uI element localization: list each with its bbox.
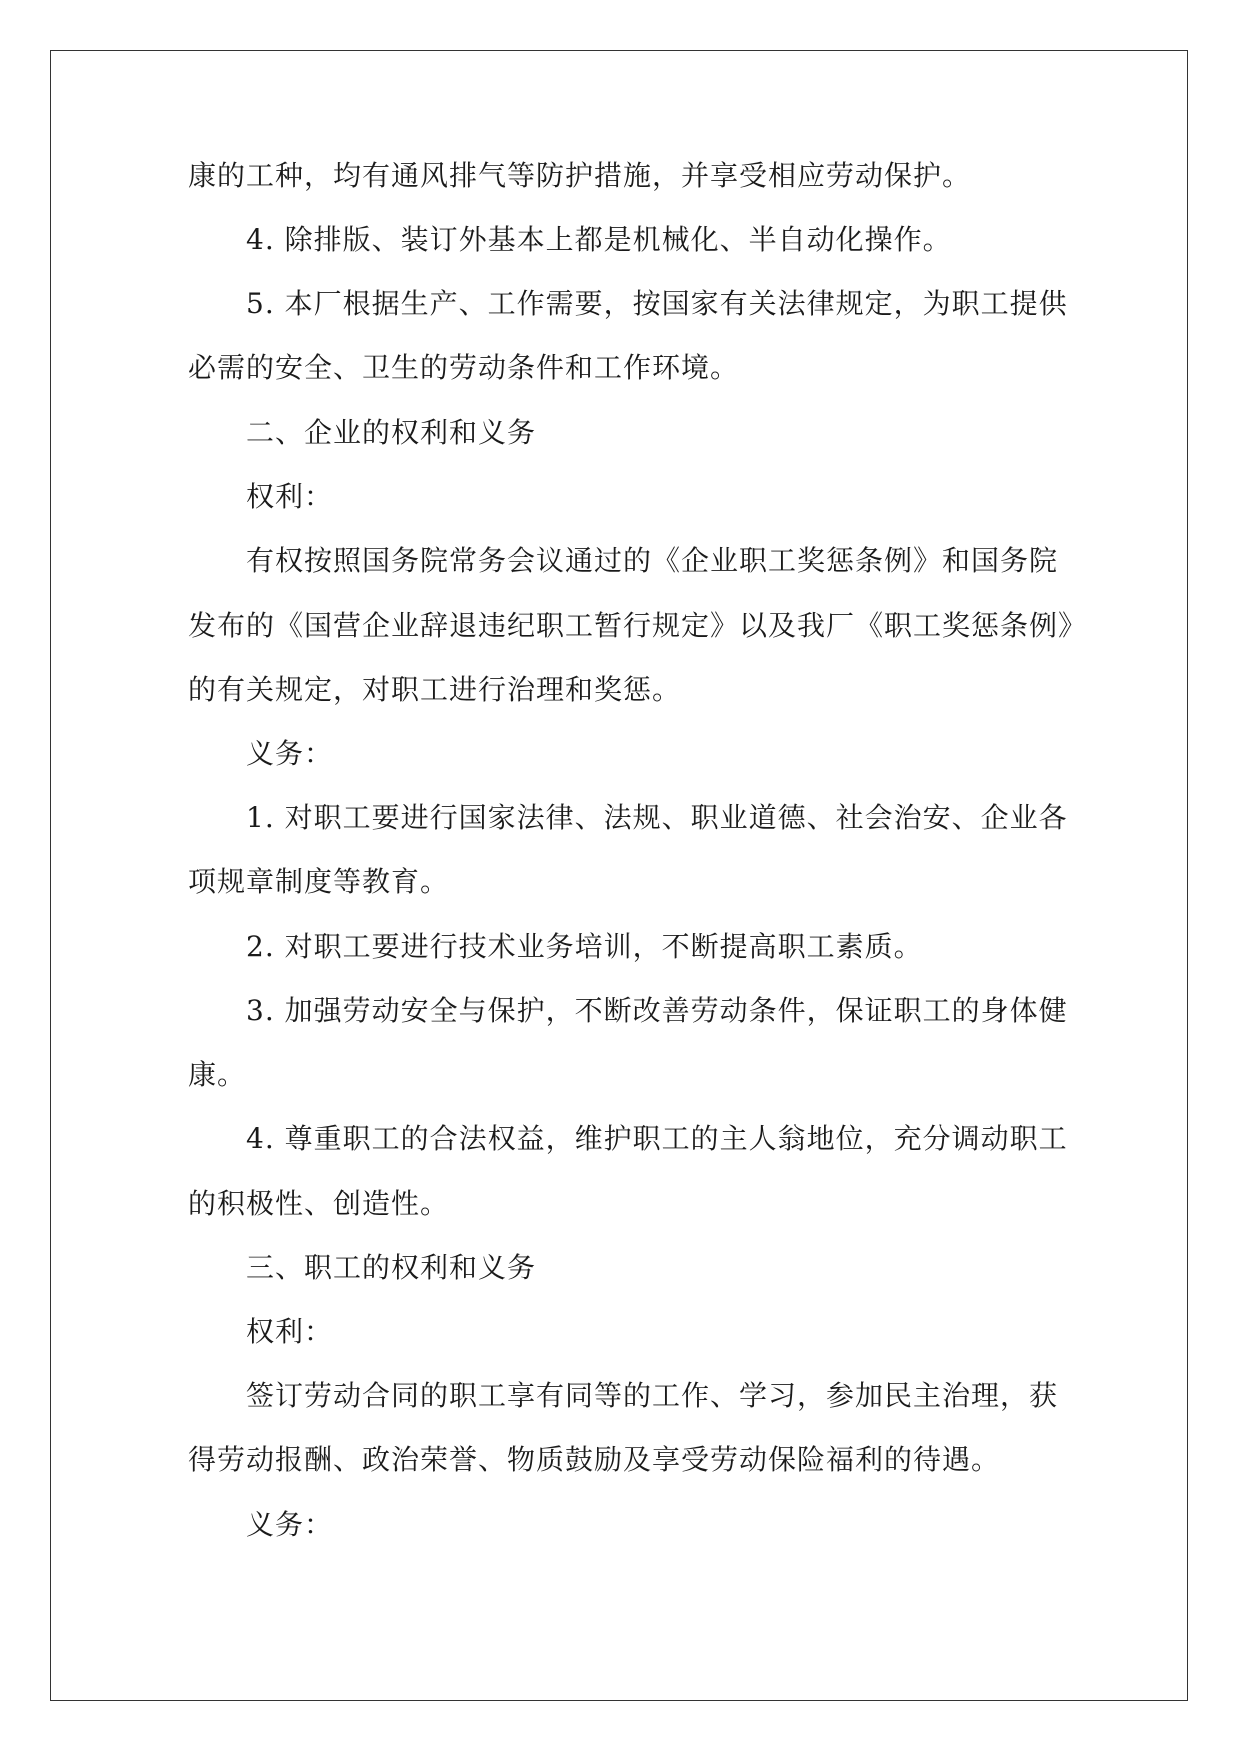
text-line: 签订劳动合同的职工享有同等的工作、学习，参加民主治理，获 <box>246 1379 1059 1412</box>
subheading-duties: 义务： <box>246 737 334 770</box>
subheading-rights: 权利： <box>246 480 334 513</box>
subheading-duties: 义务： <box>246 1508 334 1541</box>
text-line: 2. 对职工要进行技术业务培训，不断提高职工素质。 <box>246 930 923 963</box>
text-line: 有权按照国务院常务会议通过的《企业职工奖惩条例》和国务院 <box>246 544 1059 577</box>
text-line: 的有关规定，对职工进行治理和奖惩。 <box>188 673 682 706</box>
text-line: 4. 除排版、装订外基本上都是机械化、半自动化操作。 <box>246 223 952 256</box>
text-line: 发布的《国营企业辞退违纪职工暂行规定》以及我厂《职工奖惩条例》 <box>188 609 1088 642</box>
text-line: 得劳动报酬、政治荣誉、物质鼓励及享受劳动保险福利的待遇。 <box>188 1443 1001 1476</box>
text-line: 康。 <box>188 1058 247 1091</box>
text-line: 必需的安全、卫生的劳动条件和工作环境。 <box>188 351 740 384</box>
section-heading: 三、职工的权利和义务 <box>246 1251 537 1284</box>
text-line: 的积极性、创造性。 <box>188 1187 450 1220</box>
text-line: 3. 加强劳动安全与保护，不断改善劳动条件，保证职工的身体健 <box>246 994 1068 1027</box>
text-line: 项规章制度等教育。 <box>188 865 450 898</box>
text-line: 1. 对职工要进行国家法律、法规、职业道德、社会治安、企业各 <box>246 801 1068 834</box>
subheading-rights: 权利： <box>246 1315 334 1348</box>
text-line: 4. 尊重职工的合法权益，维护职工的主人翁地位，充分调动职工 <box>246 1122 1068 1155</box>
text-line: 5. 本厂根据生产、工作需要，按国家有关法律规定，为职工提供 <box>246 287 1068 320</box>
text-line: 康的工种，均有通风排气等防护措施，并享受相应劳动保护。 <box>188 159 972 192</box>
section-heading: 二、企业的权利和义务 <box>246 416 537 449</box>
